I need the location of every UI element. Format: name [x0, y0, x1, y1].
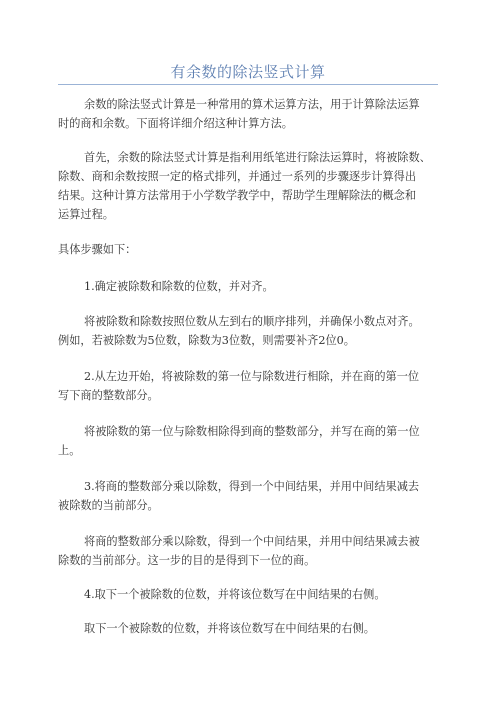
paragraph-line: 运算过程。	[58, 208, 114, 221]
paragraph-line: 将被除数和除数按照位数从左到右的顺序排列，并确保小数点对齐。	[84, 315, 420, 328]
paragraph-line: 将商的整数部分乘以除数，得到一个中间结果，并用中间结果减去被	[84, 535, 420, 548]
paragraph-line: 2.从左边开始，将被除数的第一位与除数进行相除，并在商的第一位	[84, 370, 420, 383]
paragraph-line: 将被除数的第一位与除数相除得到商的整数部分，并写在商的第一位	[84, 425, 420, 438]
step-2-heading	[58, 367, 448, 405]
paragraph-steps-heading	[58, 240, 448, 259]
paragraph-line: 3.将商的整数部分乘以除数，得到一个中间结果，并用中间结果减去	[84, 480, 420, 493]
step-1-detail	[58, 312, 448, 350]
paragraph-line: 除数的当前部分。这一步的目的是得到下一位的商。	[58, 554, 316, 567]
paragraph-line: 例如，若被除数为5位数，除数为3位数，则需要补齐2位0。	[58, 334, 355, 347]
paragraph-line: 被除数的当前部分。	[58, 499, 159, 512]
step-4-detail	[58, 619, 448, 638]
paragraph-line: 余数的除法竖式计算是一种常用的算术运算方法，用于计算除法运算	[84, 98, 420, 111]
paragraph-definition	[58, 148, 448, 224]
paragraph-line: 1.确定被除数和除数的位数，并对齐。	[84, 280, 274, 293]
page-title: 有余数的除法竖式计算	[170, 63, 326, 81]
paragraph-intro	[58, 95, 448, 133]
paragraph-line: 上。	[58, 444, 81, 457]
title-divider	[58, 84, 438, 85]
paragraph-line: 除数、商和余数按照一定的格式排列，并通过一系列的步骤逐步计算得出	[58, 170, 417, 183]
paragraph-line: 4.取下一个被除数的位数，并将该位数写在中间结果的右侧。	[84, 588, 386, 601]
step-1-heading	[58, 277, 448, 296]
step-2-detail	[58, 422, 448, 460]
paragraph-line: 取下一个被除数的位数，并将该位数写在中间结果的右侧。	[84, 622, 375, 635]
step-3-detail	[58, 532, 448, 570]
paragraph-line: 结果。这种计算方法常用于小学数学教学中，帮助学生理解除法的概念和	[58, 189, 417, 202]
paragraph-line: 时的商和余数。下面将详细介绍这种计算方法。	[58, 117, 293, 130]
step-3-heading	[58, 477, 448, 515]
paragraph-line: 具体步骤如下：	[58, 243, 137, 256]
paragraph-line: 首先，余数的除法竖式计算是指利用纸笔进行除法运算时，将被除数、	[84, 151, 431, 164]
paragraph-line: 写下商的整数部分。	[58, 389, 159, 402]
step-4-heading	[58, 585, 448, 604]
